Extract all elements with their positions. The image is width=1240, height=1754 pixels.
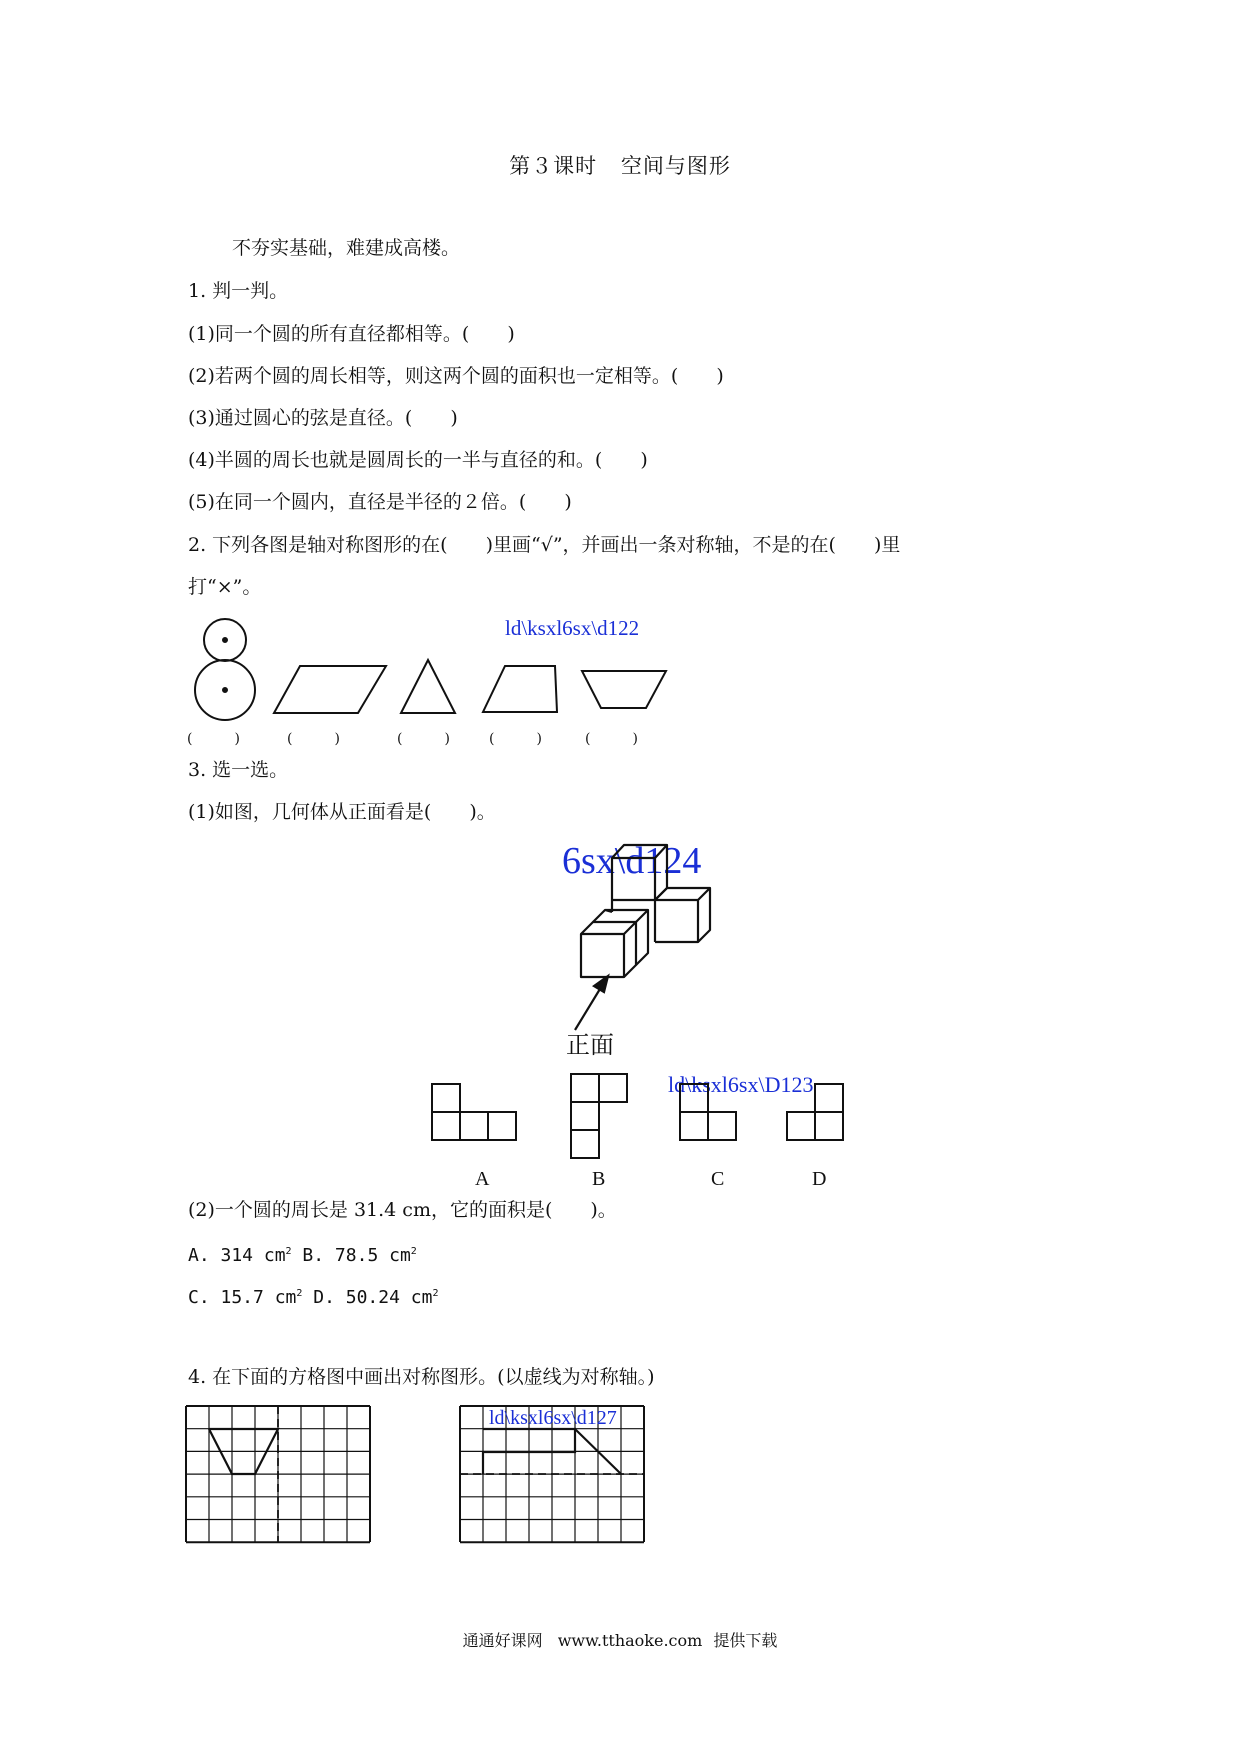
option-c-figure [680,1084,736,1140]
front-label: 正面 [566,1031,614,1059]
q3-sub1: (1)如图，几何体从正面看是( )。 [188,801,496,823]
lesson-number: 第３课时 [509,154,598,178]
option-c-label[interactable]: C [711,1168,725,1190]
q2-text-line2: 打“×”。 [188,576,262,598]
motto: 不夯实基础，难建成高楼。 [232,237,461,259]
q3-figure-ref1: 6sx\d124 [562,840,702,882]
q1-title: 1. 判一判。 [188,280,289,302]
q1-item-3: (3)通过圆心的弦是直径。( ) [188,407,458,429]
q2-figure-ref: ld\ksxl6sx\d122 [505,616,640,640]
q4-figure-ref: ld\ksxl6sx\d127 [489,1407,617,1429]
q1-item-2: (2)若两个圆的周长相等，则这两个圆的面积也一定相等。( ) [188,365,724,387]
option-d-label[interactable]: D [812,1168,827,1190]
answer-blank-3[interactable]: ( ) [397,731,450,747]
q1-item-1: (1)同一个圆的所有直径都相等。( ) [188,323,515,345]
answer-blank-4[interactable]: ( ) [489,731,542,747]
q4-title: 4. 在下面的方格图中画出对称图形。(以虚线为对称轴。) [188,1366,655,1388]
option-b-label[interactable]: B [592,1168,606,1190]
choice-c[interactable]: C. 15.7 cm [188,1287,297,1308]
footer-site: 通通好课网 [462,1631,543,1650]
grid-left [186,1406,371,1544]
answer-blank-1[interactable]: ( ) [187,731,240,747]
choice-b[interactable]: B. 78.5 cm [302,1245,411,1266]
q3-choices-line2: C. 15.7 $cm^2$ D. 50.24 $cm^2$ [188,1287,439,1308]
answer-blank-5[interactable]: ( ) [585,731,638,747]
q1-item-4: (4)半圆的周长也就是圆周长的一半与直径的和。( ) [188,449,648,471]
option-a-figure [432,1084,516,1140]
answer-blank-2[interactable]: ( ) [287,731,340,747]
lesson-topic: 空间与图形 [620,154,731,178]
option-b-figure [571,1074,627,1158]
footer-url[interactable]: www.tthaoke.com [557,1631,703,1650]
q3-figure-ref2: ld\ksxl6sx\D123 [668,1072,814,1097]
q3-choices-line1: A. 314 $cm^2$ B. 78.5 $cm^2$ [188,1245,417,1266]
q2-text-line1: 2. 下列各图是轴对称图形的在( )里画“√”，并画出一条对称轴，不是的在( )里 [188,534,901,556]
option-a-label[interactable]: A [475,1168,490,1190]
q1-item-5: (5)在同一个圆内，直径是半径的２倍。( ) [188,491,572,513]
option-d-figure [787,1084,843,1140]
q3-title: 3. 选一选。 [188,759,289,781]
q3-sub2: (2)一个圆的周长是 31.4 cm，它的面积是( )。 [188,1199,617,1221]
choice-d[interactable]: D. 50.24 cm [313,1287,433,1308]
footer-suffix: 提供下载 [713,1631,778,1650]
choice-a[interactable]: A. 314 cm [188,1245,286,1266]
footer [0,1628,1240,1651]
